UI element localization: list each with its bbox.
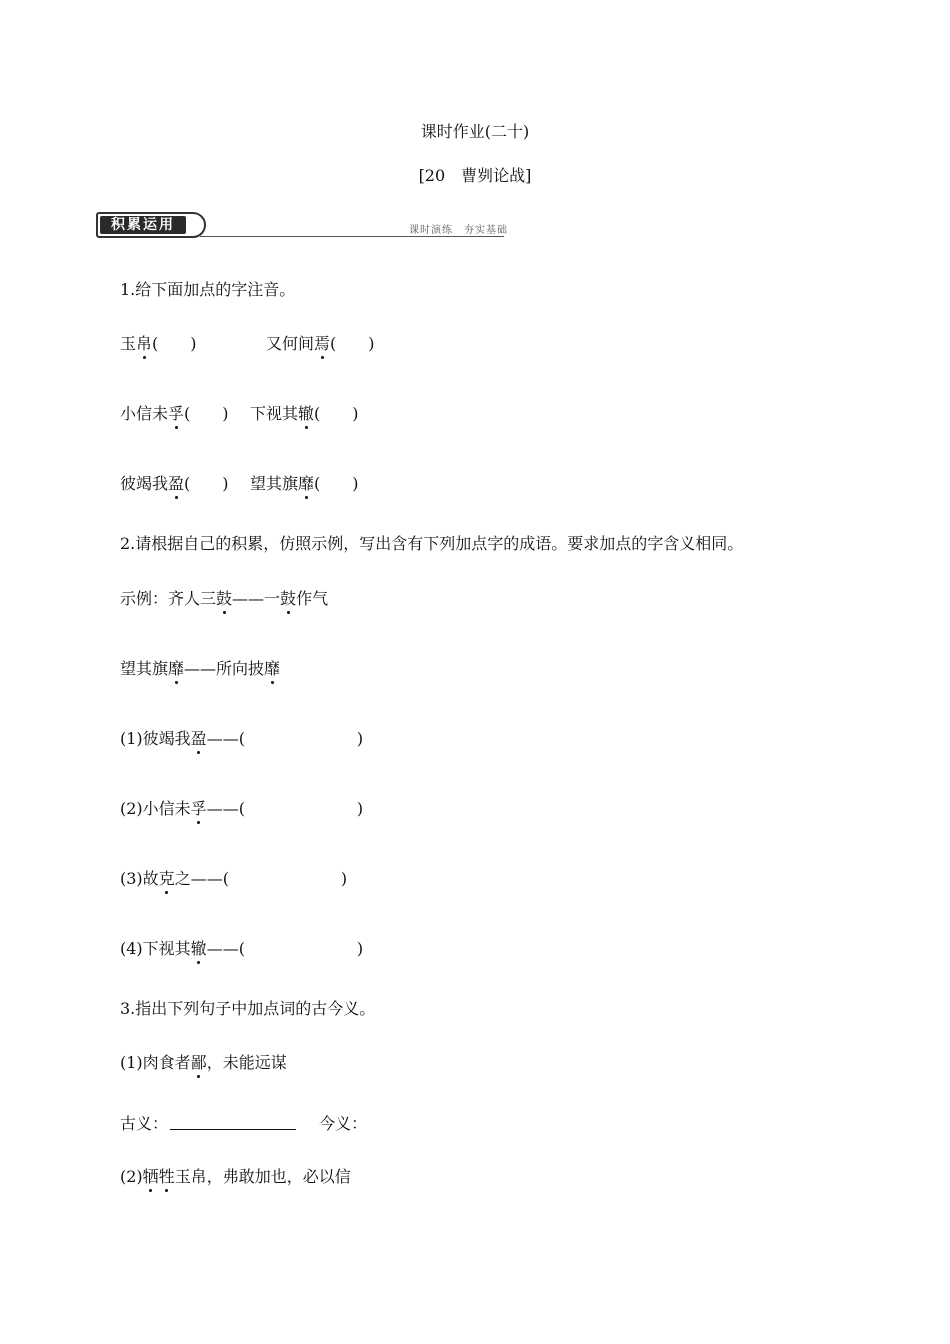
dotted-char: 孚: [190, 799, 207, 818]
q1-item-yubo: 玉帛( ): [120, 334, 197, 353]
q1-item-mi: 望其旗靡( ): [250, 474, 359, 493]
dotted-char: 辙: [190, 939, 207, 958]
dotted-char: 靡: [298, 474, 315, 493]
dotted-char: 辙: [298, 404, 315, 423]
section-banner: [96, 212, 508, 240]
q1-item-ying: 彼竭我盈( ): [120, 474, 229, 493]
question-3-prompt: 3.指出下列句子中加点词的古今义。: [120, 999, 376, 1018]
dotted-char: 靡: [264, 659, 281, 678]
dotted-char: 焉: [314, 334, 331, 353]
q2-example: 示例：齐人三鼓——一鼓作气: [120, 589, 329, 608]
q2-item-1: (1)彼竭我盈——( ): [120, 729, 364, 748]
q2-item-2: (2)小信未孚——( ): [120, 799, 364, 818]
page-title: 课时作业(二十): [420, 122, 530, 141]
q3-meaning-line: [120, 1114, 367, 1134]
q2-example-2: 望其旗靡——所向披靡: [120, 659, 281, 678]
dotted-char: 靡: [168, 659, 185, 678]
dotted-char: 鼓: [280, 589, 297, 608]
dotted-char: 盈: [168, 474, 185, 493]
q1-item-zhe: 下视其辙( ): [250, 404, 359, 423]
modern-meaning-label: 今义：: [319, 1114, 368, 1133]
q2-item-4: (4)下视其辙——( ): [120, 939, 364, 958]
q1-item-jian-yan: 又何间焉( ): [266, 334, 375, 353]
dotted-char: 牲: [158, 1167, 175, 1186]
section-subtitle: 课时演练 夯实基础: [409, 225, 508, 236]
q3-item-2: (2)牺牲玉帛，弗敢加也，必以信: [120, 1167, 351, 1186]
q2-item-3: (3)故克之——( ): [120, 869, 348, 888]
section-tag-label: 积累运用: [100, 216, 186, 234]
section-tag: [96, 212, 206, 238]
ancient-meaning-blank[interactable]: [170, 1115, 296, 1130]
question-2-prompt: 2.请根据自己的积累，仿照示例，写出含有下列加点字的成语。要求加点的字含义相同。: [120, 534, 744, 553]
question-1-prompt: 1.给下面加点的字注音。: [120, 280, 296, 299]
q3-item-1: (1)肉食者鄙，未能远谋: [120, 1053, 287, 1072]
lesson-title: [20 曹刿论战]: [418, 166, 532, 185]
dotted-char: 鼓: [216, 589, 233, 608]
ancient-meaning-label: 古义：: [120, 1114, 169, 1133]
dotted-char: 牺: [142, 1167, 159, 1186]
dotted-char: 帛: [136, 334, 153, 353]
dotted-char: 盈: [190, 729, 207, 748]
dotted-char: 孚: [168, 404, 185, 423]
dotted-char: 鄙: [190, 1053, 207, 1072]
q1-item-fu: 小信未孚( ): [120, 404, 229, 423]
banner-divider: [200, 236, 504, 237]
dotted-char: 克: [158, 869, 175, 888]
